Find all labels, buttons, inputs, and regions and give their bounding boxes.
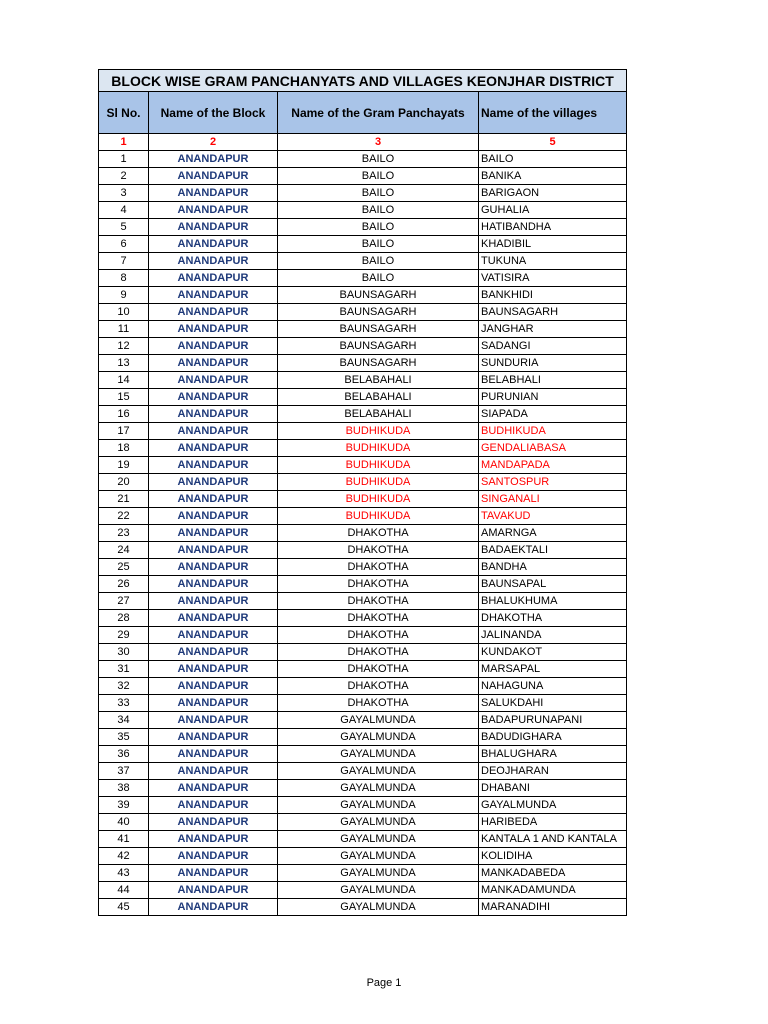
village-name-cell: BELABHALI [479,372,627,389]
block-name-cell: ANANDAPUR [149,797,278,814]
table-row [99,389,627,406]
gram-panchayat-cell: BAILO [278,270,479,287]
sl-no-cell: 40 [99,814,149,831]
village-name-cell: JALINANDA [479,627,627,644]
sl-no-cell: 42 [99,848,149,865]
block-name-cell: ANANDAPUR [149,763,278,780]
sl-no-cell: 8 [99,270,149,287]
village-name-cell: BADUDIGHARA [479,729,627,746]
village-name-cell: GAYALMUNDA [479,797,627,814]
sl-no-cell: 15 [99,389,149,406]
village-name-cell: SINGANALI [479,491,627,508]
block-name-cell: ANANDAPUR [149,287,278,304]
village-name-cell: SUNDURIA [479,355,627,372]
table-row [99,627,627,644]
village-name-cell: PURUNIAN [479,389,627,406]
gram-panchayat-cell: BAILO [278,151,479,168]
table-row [99,831,627,848]
village-name-cell: VATISIRA [479,270,627,287]
village-name-cell: SIAPADA [479,406,627,423]
table-row [99,440,627,457]
gram-panchayat-cell: DHAKOTHA [278,542,479,559]
sl-no-cell: 21 [99,491,149,508]
village-name-cell: GUHALIA [479,202,627,219]
block-name-cell: ANANDAPUR [149,270,278,287]
block-name-cell: ANANDAPUR [149,712,278,729]
gram-panchayat-cell: GAYALMUNDA [278,712,479,729]
table-row [99,593,627,610]
village-name-cell: HATIBANDHA [479,219,627,236]
village-name-cell: BHALUGHARA [479,746,627,763]
block-name-cell: ANANDAPUR [149,236,278,253]
table-row [99,338,627,355]
gram-panchayat-cell: BUDHIKUDA [278,423,479,440]
sl-no-cell: 38 [99,780,149,797]
gram-panchayat-cell: BAUNSAGARH [278,287,479,304]
gram-panchayat-cell: GAYALMUNDA [278,780,479,797]
gram-panchayat-cell: DHAKOTHA [278,576,479,593]
block-name-cell: ANANDAPUR [149,321,278,338]
sl-no-cell: 16 [99,406,149,423]
table-row [99,270,627,287]
block-name-cell: ANANDAPUR [149,474,278,491]
sl-no-cell: 36 [99,746,149,763]
gram-panchayat-cell: BUDHIKUDA [278,440,479,457]
table-row [99,729,627,746]
block-name-cell: ANANDAPUR [149,508,278,525]
table-row [99,406,627,423]
gram-panchayat-cell: DHAKOTHA [278,525,479,542]
gram-panchayat-cell: GAYALMUNDA [278,814,479,831]
sl-no-cell: 28 [99,610,149,627]
sl-no-cell: 43 [99,865,149,882]
sl-no-cell: 12 [99,338,149,355]
gram-panchayat-cell: BAUNSAGARH [278,321,479,338]
table-row [99,763,627,780]
gram-panchayat-cell: BUDHIKUDA [278,508,479,525]
village-name-cell: SALUKDAHI [479,695,627,712]
village-name-cell: TAVAKUD [479,508,627,525]
sl-no-cell: 23 [99,525,149,542]
village-name-cell: BANKHIDI [479,287,627,304]
gram-panchayat-cell: BAUNSAGARH [278,338,479,355]
block-name-cell: ANANDAPUR [149,746,278,763]
village-name-cell: SADANGI [479,338,627,355]
block-name-cell: ANANDAPUR [149,831,278,848]
gram-panchayat-cell: DHAKOTHA [278,678,479,695]
sl-no-cell: 33 [99,695,149,712]
village-name-cell: BUDHIKUDA [479,423,627,440]
table-row [99,848,627,865]
village-name-cell: SANTOSPUR [479,474,627,491]
sl-no-cell: 27 [99,593,149,610]
block-name-cell: ANANDAPUR [149,899,278,916]
table-row [99,525,627,542]
block-name-cell: ANANDAPUR [149,814,278,831]
block-name-cell: ANANDAPUR [149,678,278,695]
block-name-cell: ANANDAPUR [149,219,278,236]
column-number-1: 1 [99,134,149,151]
table-row [99,882,627,899]
panchayat-villages-table [98,69,627,916]
sl-no-cell: 44 [99,882,149,899]
village-name-cell: BADAPURUNAPANI [479,712,627,729]
village-name-cell: BANDHA [479,559,627,576]
table-row [99,321,627,338]
village-name-cell: MANDAPADA [479,457,627,474]
column-number-3: 3 [278,134,479,151]
gram-panchayat-cell: DHAKOTHA [278,593,479,610]
sl-no-cell: 30 [99,644,149,661]
block-name-cell: ANANDAPUR [149,440,278,457]
village-name-cell: BHALUKHUMA [479,593,627,610]
village-name-cell: JANGHAR [479,321,627,338]
village-name-cell: BANIKA [479,168,627,185]
title-row [99,70,627,92]
table-row [99,474,627,491]
gram-panchayat-cell: BUDHIKUDA [278,457,479,474]
village-name-cell: AMARNGA [479,525,627,542]
sl-no-cell: 35 [99,729,149,746]
table-row [99,899,627,916]
table-row [99,304,627,321]
gram-panchayat-cell: DHAKOTHA [278,695,479,712]
sl-no-cell: 5 [99,219,149,236]
sl-no-cell: 18 [99,440,149,457]
sl-no-cell: 11 [99,321,149,338]
block-name-cell: ANANDAPUR [149,355,278,372]
table-row [99,372,627,389]
column-number-2: 2 [149,134,278,151]
sl-no-cell: 34 [99,712,149,729]
sl-no-cell: 26 [99,576,149,593]
gram-panchayat-cell: BUDHIKUDA [278,474,479,491]
table-row [99,423,627,440]
header-sl-no: Sl No. [99,92,149,134]
table-row [99,644,627,661]
village-name-cell: NAHAGUNA [479,678,627,695]
gram-panchayat-cell: BAUNSAGARH [278,355,479,372]
sl-no-cell: 3 [99,185,149,202]
sl-no-cell: 22 [99,508,149,525]
sl-no-cell: 41 [99,831,149,848]
table-row [99,678,627,695]
sl-no-cell: 13 [99,355,149,372]
block-name-cell: ANANDAPUR [149,423,278,440]
document-title: BLOCK WISE GRAM PANCHANYATS AND VILLAGES KEONJHAR DISTRICT [99,70,627,92]
gram-panchayat-cell: BUDHIKUDA [278,491,479,508]
sl-no-cell: 10 [99,304,149,321]
block-name-cell: ANANDAPUR [149,389,278,406]
sl-no-cell: 25 [99,559,149,576]
village-name-cell: BARIGAON [479,185,627,202]
village-name-cell: TUKUNA [479,253,627,270]
gram-panchayat-cell: BAILO [278,168,479,185]
gram-panchayat-cell: DHAKOTHA [278,627,479,644]
gram-panchayat-cell: BAILO [278,219,479,236]
table-row [99,814,627,831]
sl-no-cell: 17 [99,423,149,440]
table-row [99,865,627,882]
table-row [99,508,627,525]
table-row [99,576,627,593]
table-row [99,746,627,763]
block-name-cell: ANANDAPUR [149,372,278,389]
block-name-cell: ANANDAPUR [149,338,278,355]
block-name-cell: ANANDAPUR [149,610,278,627]
table-row [99,797,627,814]
block-name-cell: ANANDAPUR [149,457,278,474]
header-gram-panchayat: Name of the Gram Panchayats [278,92,479,134]
sl-no-cell: 4 [99,202,149,219]
block-name-cell: ANANDAPUR [149,185,278,202]
sl-no-cell: 1 [99,151,149,168]
table-row [99,661,627,678]
block-name-cell: ANANDAPUR [149,576,278,593]
block-name-cell: ANANDAPUR [149,253,278,270]
gram-panchayat-cell: DHAKOTHA [278,661,479,678]
block-name-cell: ANANDAPUR [149,848,278,865]
gram-panchayat-cell: BELABAHALI [278,372,479,389]
gram-panchayat-cell: GAYALMUNDA [278,831,479,848]
block-name-cell: ANANDAPUR [149,491,278,508]
table-row [99,780,627,797]
block-name-cell: ANANDAPUR [149,661,278,678]
gram-panchayat-cell: GAYALMUNDA [278,848,479,865]
table-row [99,610,627,627]
block-name-cell: ANANDAPUR [149,559,278,576]
block-name-cell: ANANDAPUR [149,644,278,661]
block-name-cell: ANANDAPUR [149,780,278,797]
sl-no-cell: 14 [99,372,149,389]
gram-panchayat-cell: BELABAHALI [278,389,479,406]
village-name-cell: MARSAPAL [479,661,627,678]
column-number-5: 5 [479,134,627,151]
block-name-cell: ANANDAPUR [149,525,278,542]
gram-panchayat-cell: BAILO [278,202,479,219]
table-row [99,695,627,712]
village-name-cell: DHAKOTHA [479,610,627,627]
village-name-cell: MANKADABEDA [479,865,627,882]
village-name-cell: KOLIDIHA [479,848,627,865]
block-name-cell: ANANDAPUR [149,882,278,899]
table-row [99,168,627,185]
block-name-cell: ANANDAPUR [149,695,278,712]
village-name-cell: BAUNSAPAL [479,576,627,593]
block-name-cell: ANANDAPUR [149,304,278,321]
gram-panchayat-cell: GAYALMUNDA [278,746,479,763]
sl-no-cell: 29 [99,627,149,644]
table-row [99,185,627,202]
table-row [99,219,627,236]
table-row [99,491,627,508]
column-header-row [99,92,627,134]
sl-no-cell: 45 [99,899,149,916]
gram-panchayat-cell: GAYALMUNDA [278,865,479,882]
gram-panchayat-cell: GAYALMUNDA [278,899,479,916]
table-row [99,355,627,372]
village-name-cell: MARANADIHI [479,899,627,916]
village-name-cell: KANTALA 1 AND KANTALA [479,831,627,848]
block-name-cell: ANANDAPUR [149,151,278,168]
gram-panchayat-cell: DHAKOTHA [278,610,479,627]
table-row [99,236,627,253]
village-name-cell: BAILO [479,151,627,168]
village-name-cell: MANKADAMUNDA [479,882,627,899]
village-name-cell: HARIBEDA [479,814,627,831]
page-number: Page 1 [366,977,402,989]
table-row [99,712,627,729]
sl-no-cell: 20 [99,474,149,491]
gram-panchayat-cell: GAYALMUNDA [278,729,479,746]
village-name-cell: BADAEKTALI [479,542,627,559]
gram-panchayat-cell: GAYALMUNDA [278,797,479,814]
gram-panchayat-cell: DHAKOTHA [278,644,479,661]
sl-no-cell: 9 [99,287,149,304]
gram-panchayat-cell: GAYALMUNDA [278,882,479,899]
table-row [99,559,627,576]
village-name-cell: KHADIBIL [479,236,627,253]
sl-no-cell: 32 [99,678,149,695]
table-row [99,287,627,304]
village-name-cell: KUNDAKOT [479,644,627,661]
block-name-cell: ANANDAPUR [149,593,278,610]
column-number-row [99,134,627,151]
gram-panchayat-cell: DHAKOTHA [278,559,479,576]
sl-no-cell: 24 [99,542,149,559]
gram-panchayat-cell: BAUNSAGARH [278,304,479,321]
village-name-cell: DHABANI [479,780,627,797]
table-row [99,457,627,474]
sl-no-cell: 19 [99,457,149,474]
block-name-cell: ANANDAPUR [149,406,278,423]
gram-panchayat-cell: BELABAHALI [278,406,479,423]
block-name-cell: ANANDAPUR [149,202,278,219]
block-name-cell: ANANDAPUR [149,865,278,882]
table-row [99,151,627,168]
sl-no-cell: 2 [99,168,149,185]
sl-no-cell: 37 [99,763,149,780]
gram-panchayat-cell: BAILO [278,253,479,270]
block-name-cell: ANANDAPUR [149,168,278,185]
block-name-cell: ANANDAPUR [149,627,278,644]
sl-no-cell: 6 [99,236,149,253]
header-block-name: Name of the Block [149,92,278,134]
table-body [99,151,627,916]
header-villages: Name of the villages [479,92,627,134]
village-name-cell: GENDALIABASA [479,440,627,457]
village-name-cell: DEOJHARAN [479,763,627,780]
block-name-cell: ANANDAPUR [149,729,278,746]
table-row [99,253,627,270]
sl-no-cell: 39 [99,797,149,814]
table-row [99,542,627,559]
block-name-cell: ANANDAPUR [149,542,278,559]
table-row [99,202,627,219]
gram-panchayat-cell: BAILO [278,236,479,253]
sl-no-cell: 31 [99,661,149,678]
gram-panchayat-cell: GAYALMUNDA [278,763,479,780]
sl-no-cell: 7 [99,253,149,270]
village-name-cell: BAUNSAGARH [479,304,627,321]
gram-panchayat-cell: BAILO [278,185,479,202]
